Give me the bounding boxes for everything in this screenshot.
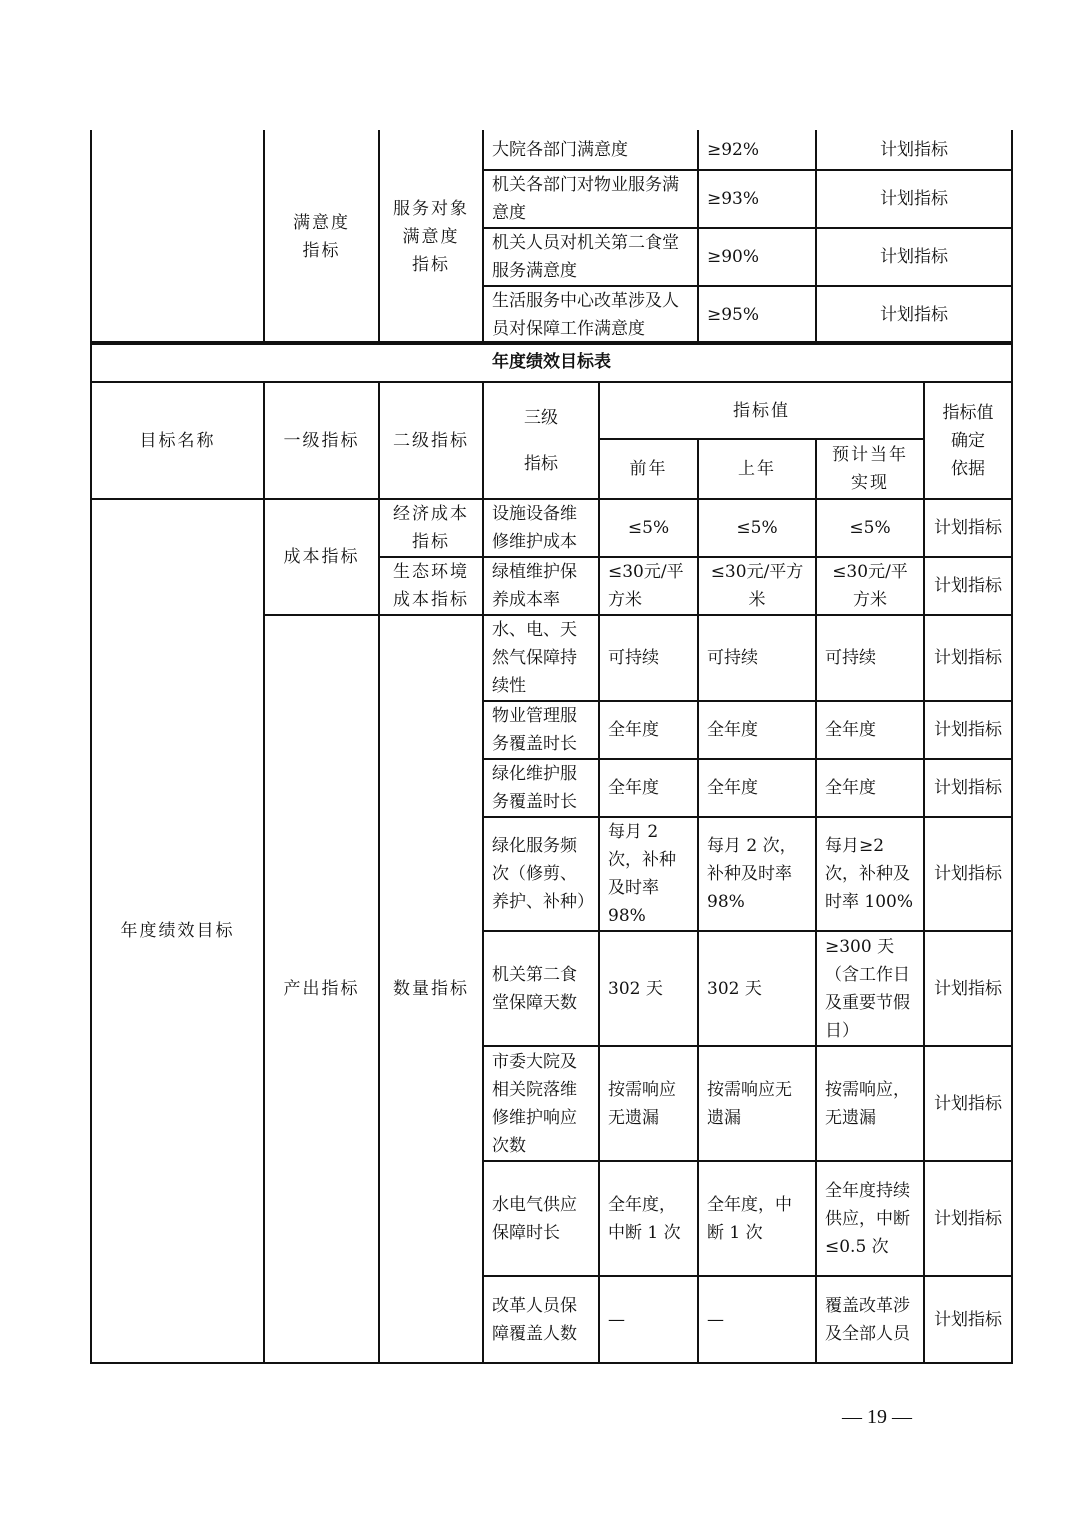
cost-level2: 经济成本 指标: [379, 499, 483, 557]
output-prev: 302 天: [599, 931, 698, 1046]
output-last: 按需响应无遗漏: [698, 1046, 816, 1161]
output-basis: 计划指标: [924, 1276, 1012, 1363]
cost-last: ≤30元/平方米: [698, 557, 816, 615]
header-basis: 指标值 确定 依据: [924, 382, 1012, 499]
satisfaction-row-value: ≥93%: [698, 170, 816, 228]
output-expected: 全年度: [816, 759, 924, 817]
satisfaction-row-value: ≥90%: [698, 228, 816, 286]
output-prev: 每月 2 次，补种及时率 98%: [599, 817, 698, 931]
output-basis: 计划指标: [924, 759, 1012, 817]
cost-expected: ≤30元/平方米: [816, 557, 924, 615]
output-prev: 全年度: [599, 701, 698, 759]
output-level3: 机关第二食堂保障天数: [483, 931, 599, 1046]
output-basis: 计划指标: [924, 615, 1012, 701]
header-level1: 一级指标: [264, 382, 379, 499]
output-level3: 市委大院及相关院落维修维护响应次数: [483, 1046, 599, 1161]
output-expected: 按需响应，无遗漏: [816, 1046, 924, 1161]
output-level2: 数量指标: [379, 615, 483, 1363]
goal-name: 年度绩效目标: [91, 499, 264, 1363]
cost-level1: 成本指标: [264, 499, 379, 615]
output-basis: 计划指标: [924, 1161, 1012, 1276]
satisfaction-table: [90, 130, 1013, 345]
header-goal-name: 目标名称: [91, 382, 264, 499]
header-last-year: 上年: [698, 439, 816, 499]
output-last: —: [698, 1276, 816, 1363]
output-prev: 可持续: [599, 615, 698, 701]
satisfaction-row-name: 机关各部门对物业服务满意度: [483, 170, 698, 228]
cost-basis: 计划指标: [924, 557, 1012, 615]
output-basis: 计划指标: [924, 1046, 1012, 1161]
output-expected: 可持续: [816, 615, 924, 701]
satisfaction-level2: 服务对象 满意度 指标: [379, 130, 483, 344]
output-level3: 水、电、天然气保障持续性: [483, 615, 599, 701]
header-level3: [483, 382, 599, 499]
header-level3-top: 三级: [524, 407, 558, 428]
output-level3: 水电气供应保障时长: [483, 1161, 599, 1276]
cost-level3: 设施设备维修维护成本: [483, 499, 599, 557]
output-basis: 计划指标: [924, 701, 1012, 759]
satisfaction-row-basis: 计划指标: [816, 286, 1012, 344]
output-expected: 每月≥2 次，补种及时率 100%: [816, 817, 924, 931]
output-last: 每月 2 次，补种及时率 98%: [698, 817, 816, 931]
output-level3: 绿化维护服务覆盖时长: [483, 759, 599, 817]
satisfaction-row-basis: 计划指标: [816, 228, 1012, 286]
output-last: 全年度: [698, 759, 816, 817]
output-last: 302 天: [698, 931, 816, 1046]
header-level2: 二级指标: [379, 382, 483, 499]
output-expected: 覆盖改革涉及全部人员: [816, 1276, 924, 1363]
output-basis: 计划指标: [924, 931, 1012, 1046]
output-prev: 全年度: [599, 759, 698, 817]
cost-prev: ≤30元/平方米: [599, 557, 698, 615]
satisfaction-row-basis: 计划指标: [816, 170, 1012, 228]
satisfaction-row-name: 机关人员对机关第二食堂服务满意度: [483, 228, 698, 286]
output-last: 可持续: [698, 615, 816, 701]
output-level1: 产出指标: [264, 615, 379, 1363]
satisfaction-row-name: 生活服务中心改革涉及人员对保障工作满意度: [483, 286, 698, 344]
cost-level2: 生态环境 成本指标: [379, 557, 483, 615]
output-level3: 绿化服务频次（修剪、养护、补种）: [483, 817, 599, 931]
output-expected: 全年度持续供应，中断≤0.5 次: [816, 1161, 924, 1276]
satisfaction-row-basis: 计划指标: [816, 130, 1012, 170]
cost-expected: ≤5%: [816, 499, 924, 557]
satisfaction-level1: 满意度 指标: [264, 130, 379, 344]
cost-level3: 绿植维护保养成本率: [483, 557, 599, 615]
cost-prev: ≤5%: [599, 499, 698, 557]
satisfaction-row-value: ≥95%: [698, 286, 816, 344]
header-prev-year: 前年: [599, 439, 698, 499]
output-last: 全年度，中断 1 次: [698, 1161, 816, 1276]
output-prev: 按需响应无遗漏: [599, 1046, 698, 1161]
satisfaction-row-name: 大院各部门满意度: [483, 130, 698, 170]
output-level3: 改革人员保障覆盖人数: [483, 1276, 599, 1363]
cost-basis: 计划指标: [924, 499, 1012, 557]
output-last: 全年度: [698, 701, 816, 759]
satisfaction-row-value: ≥92%: [698, 130, 816, 170]
table-title: 年度绩效目标表: [91, 342, 1012, 382]
page-number: — 19 —: [842, 1406, 912, 1428]
header-expected: 预计当年 实现: [816, 439, 924, 499]
goal-name-cell-empty: [91, 130, 264, 344]
output-expected: 全年度: [816, 701, 924, 759]
output-expected: ≥300 天（含工作日及重要节假日）: [816, 931, 924, 1046]
performance-target-table: [90, 341, 1013, 1364]
output-level3: 物业管理服务覆盖时长: [483, 701, 599, 759]
output-prev: 全年度，中断 1 次: [599, 1161, 698, 1276]
cost-last: ≤5%: [698, 499, 816, 557]
header-level3-bottom: 指标: [524, 453, 558, 474]
header-indicator-value: 指标值: [599, 382, 924, 439]
output-prev: —: [599, 1276, 698, 1363]
output-basis: 计划指标: [924, 817, 1012, 931]
